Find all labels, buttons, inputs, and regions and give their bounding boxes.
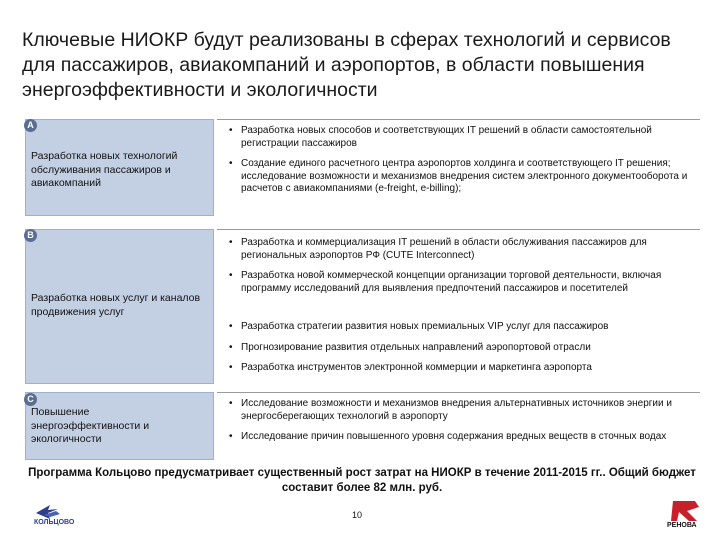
section-b-bullet-2 (229, 270, 689, 295)
bullet-text: Разработка новой коммерческой концепции организации торговой деятельности, включая программу исследований для выявления предпочтений пассажиров и посетителей (241, 270, 662, 294)
bullet-icon: • (229, 431, 233, 442)
section-a-top-rule (217, 119, 700, 120)
section-b-bullet-4 (229, 342, 689, 355)
bullet-icon: • (229, 398, 233, 409)
section-c-bullet-1 (229, 398, 689, 423)
renova-logo (665, 497, 705, 533)
section-b-bullet-5 (229, 362, 689, 375)
bullet-icon: • (229, 270, 233, 281)
section-b-label: Разработка новых услуг и каналов продвижения услуг (31, 292, 201, 318)
section-b-bullet-1 (229, 237, 689, 262)
slide-title: Ключевые НИОКР будут реализованы в сферах технологий и сервисов для пассажиров, авиакомпаний и аэропортов, в области повышения энергоэффективности и экологичности (22, 29, 671, 101)
koltsovo-logo-text: КОЛЬЦОВО (34, 519, 75, 526)
section-b-badge: B (24, 229, 37, 242)
koltsovo-logo-icon (30, 497, 90, 533)
bullet-icon: • (229, 125, 233, 136)
bullet-text: Разработка новых способов и соответствующих IT решений в области самостоятельной регистрации пассажиров (241, 125, 652, 149)
section-c-bullet-2 (229, 431, 689, 444)
section-c-label: Повышение энергоэффективности и экологичности (31, 406, 150, 445)
koltsovo-logo (30, 497, 90, 533)
section-b-bullet-3 (229, 321, 689, 334)
bullet-icon: • (229, 237, 233, 248)
renova-logo-text: РЕНОВА (667, 522, 697, 529)
bullet-icon: • (229, 342, 233, 353)
section-a-label: Разработка новых технологий обслуживания пассажиров и авиакомпаний (31, 150, 178, 189)
bullet-text: Разработка и коммерциализация IT решений в области обслуживания пассажиров для региональных аэропортов РФ (CUTE Interconnect) (241, 237, 647, 261)
page-number: 10 (352, 510, 363, 520)
bullet-text: Прогнозирование развития отдельных направлений аэропортовой отрасли (241, 342, 591, 353)
section-a-badge: A (24, 119, 37, 132)
bullet-icon: • (229, 321, 233, 332)
section-b-top-rule (217, 229, 700, 230)
bullet-text: Исследование причин повышенного уровня содержания вредных веществ в сточных водах (241, 431, 667, 442)
bullet-icon: • (229, 362, 233, 373)
bullet-icon: • (229, 158, 233, 169)
section-a-bullet-1 (229, 125, 689, 150)
bullet-text: Разработка инструментов электронной коммерции и маркетинга аэропорта (241, 362, 592, 373)
bullet-text: Разработка стратегии развития новых премиальных VIP услуг для пассажиров (241, 321, 609, 332)
bullet-text: Создание единого расчетного центра аэропортов холдинга и соответствующего IT решения; исследование возможности и механизмов внедрения систем электронного документооборота и расчетов с авиакомпаниями (e-freight, e-billing); (241, 158, 688, 194)
section-a-bullet-2 (229, 158, 689, 196)
section-c-badge: C (24, 393, 37, 406)
bullet-text: Исследование возможности и механизмов внедрения альтернативных источников энергии и энергосберегающих технологий в аэропорту (241, 398, 672, 422)
section-c-top-rule (217, 392, 700, 393)
summary-text: Программа Кольцово предусматривает существенный рост затрат на НИОКР в течение 2011-2015 гг.. Общий бюджет составит более 82 млн. руб. (28, 467, 696, 494)
